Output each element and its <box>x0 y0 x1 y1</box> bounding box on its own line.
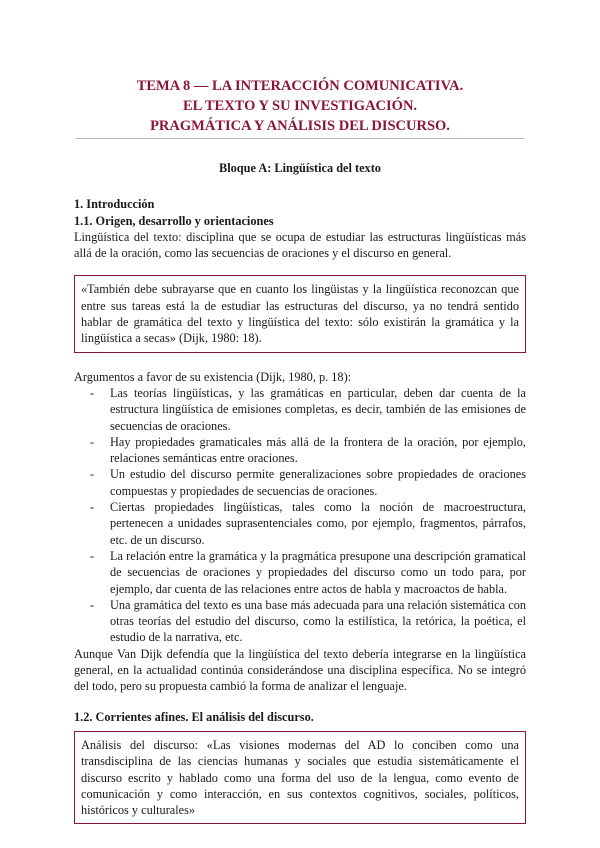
definition-paragraph: Lingüística del texto: disciplina que se ocupa de estudiar las estructuras lingüísticas más allá de la oración, como las secuencias de oraciones y el discurso en general. <box>74 229 526 261</box>
title-divider <box>76 138 524 139</box>
arguments-list <box>74 385 526 646</box>
document-body <box>74 160 526 840</box>
bullet-dash: - <box>90 548 95 563</box>
list-item: - Una gramática del texto es una base más adecuada para una relación sistemática con otras teorías del estudio del discurso, como la estilística, la retórica, la poética, el estudio de la narrativa, etc. <box>90 597 526 645</box>
title-line-3: PRAGMÁTICA Y ANÁLISIS DEL DISCURSO. <box>150 118 450 134</box>
block-heading: Bloque A: Lingüística del texto <box>219 161 381 175</box>
bullet-dash: - <box>90 385 95 400</box>
bullet-dash: - <box>90 467 95 482</box>
section-heading-introduction: 1. Introducción <box>74 197 155 212</box>
bullet-dash: - <box>90 597 95 612</box>
title-line-2: EL TEXTO Y SU INVESTIGACIÓN. <box>182 98 418 114</box>
list-item: - Ciertas propiedades lingüísticas, tales como la noción de macroestructura, pertenecen a unidades suprasentenciales como, por ejemplo, fragmentos, párrafos, etc. de un discurso. <box>90 500 526 547</box>
bullet-dash: - <box>90 434 95 449</box>
list-item: - Un estudio del discurso permite generalizaciones sobre propiedades de oraciones compuestas y propiedades de secuencias de oraciones. <box>90 467 526 498</box>
bullet-dash: - <box>90 500 95 515</box>
list-item: - La relación entre la gramática y la pragmática presupone una descripción gramatical de secuencias de oraciones y propiedades del discurso como un todo para, por ejemplo, dar cuenta de las relaciones entre actos de habla y macroactos de habla. <box>90 548 526 596</box>
quote-box-discourse-analysis: Análisis del discurso: «Las visiones modernas del AD lo conciben como una transdisciplina de las ciencias humanas y sociales que estudia sistemáticamente el discurso escrito y hablado como una forma del uso de la lengua, como evento de comunicación y como interacción, en sus contextos cognitivos, sociales, políticos, históricos y culturales» <box>74 731 526 824</box>
list-item: - Hay propiedades gramaticales más allá de la frontera de la oración, por ejemplo, relaciones semánticas entre oraciones. <box>90 434 526 466</box>
title-line-1: TEMA 8 — LA INTERACCIÓN COMUNICATIVA. <box>136 78 464 94</box>
conclusion-paragraph: Aunque Van Dijk defendía que la lingüística del texto debería integrarse en la lingüística general, en la actualidad continúa considerándose una disciplina específica. No se integró del todo, pero su propuesta cambió la forma de analizar el lenguaje. <box>74 646 526 694</box>
list-item: - Las teorías lingüísticas, y las gramáticas en particular, deben dar cuenta de la estructura lingüística de emisiones completas, es decir, también de las emisiones de secuencias de oraciones. <box>90 385 526 433</box>
quote-box-dijk: «También debe subrayarse que en cuanto los lingüistas y la lingüística reconozcan que entre sus tareas está la de estudiar las estructuras del discurso, ya no tendrá sentido hablar de gramática del texto y lingüística del texto: sólo existirán la gramática y la lingüística a secas» (Dijk, 1980: 18). <box>74 275 526 352</box>
arguments-intro: Argumentos a favor de su existencia (Dijk, 1980, p. 18): <box>74 369 352 384</box>
subsection-heading-discourse-analysis: 1.2. Corrientes afines. El análisis del discurso. <box>74 709 314 724</box>
document-title <box>0 76 600 136</box>
subsection-heading-origin: 1.1. Origen, desarrollo y orientaciones <box>74 213 274 228</box>
